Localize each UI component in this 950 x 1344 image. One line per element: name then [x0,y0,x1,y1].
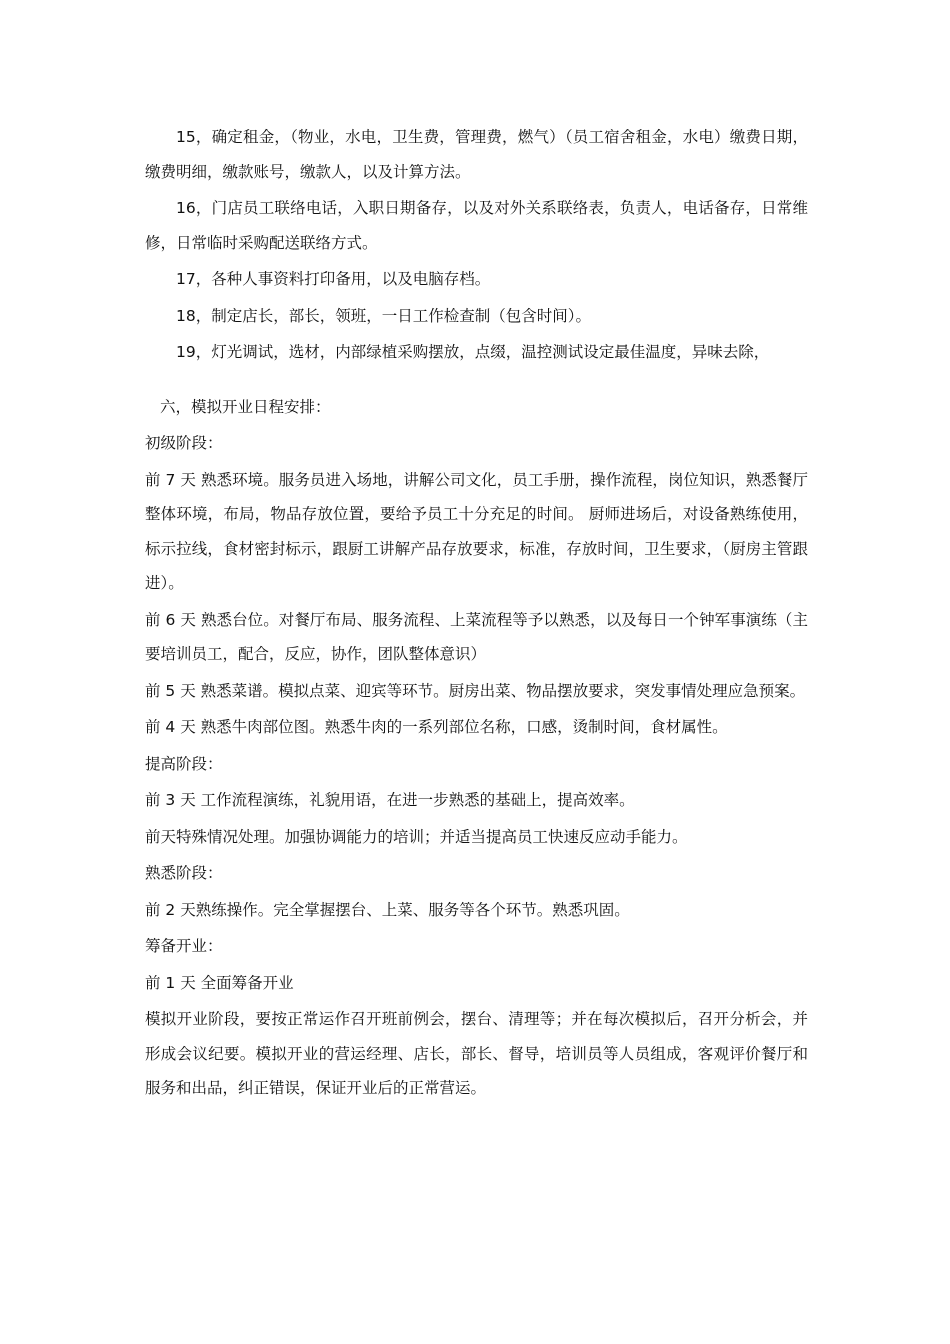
schedule-day-3: 前 3 天 工作流程演练，礼貌用语，在进一步熟悉的基础上，提高效率。 [145,791,635,809]
stage-heading-familiar: 熟悉阶段： [145,864,223,882]
mock-opening-summary: 模拟开业阶段，要按正常运作召开班前例会，摆台、清理等；并在每次模拟后，召开分析会，并形成会议纪要。模拟开业的营运经理、店长，部长、督导，培训员等人员组成，客观评价餐厅和服务和出品，纠正错误，保证开业后的正常营运。 [145,1010,808,1097]
schedule-day-unspecified: 前天特殊情况处理。加强协调能力的培训；并适当提高员工快速反应动手能力。 [145,827,688,846]
item-17: 17，各种人事资料打印备用，以及电脑存档。 [176,270,491,288]
schedule-day-5: 前 5 天 熟悉菜谱。模拟点菜、迎宾等环节。厨房出菜、物品摆放要求，突发事情处理应急预案。 [145,681,806,700]
stage-heading-improve: 提高阶段： [145,754,223,773]
item-19: 19，灯光调试，选材，内部绿植采购摆放，点缀，温控测试设定最佳温度，异味去除， [176,343,770,361]
section-heading: 六，模拟开业日程安排： [160,397,331,416]
schedule-day-4: 前 4 天 熟悉牛肉部位图。熟悉牛肉的一系列部位名称，口感，烫制时间，食材属性。 [145,718,728,736]
schedule-day-1: 前 1 天 全面筹备开业 [145,973,294,992]
document-body [145,120,808,1106]
item-15: 15，确定租金，（物业，水电，卫生费，管理费，燃气）（员工宿舍租金，水电）缴费日期，缴费明细，缴款账号，缴款人，以及计算方法。 [145,128,808,181]
schedule-day-7: 前 7 天 熟悉环境。服务员进入场地，讲解公司文化，员工手册，操作流程，岗位知识，熟悉餐厅整体环境，布局，物品存放位置，要给予员工十分充足的时间。 厨师进场后，对设备熟练使用，标示拉线，食材密封标示，跟厨工讲解产品存放要求，标准，存放时间，卫生要求，（厨房主管跟进）。 [145,470,808,592]
stage-heading-prepare: 筹备开业： [145,937,223,955]
item-16: 16，门店员工联络电话，入职日期备存，以及对外关系联络表，负责人，电话备存，日常维修，日常临时采购配送联络方式。 [145,199,808,252]
schedule-day-6: 前 6 天 熟悉台位。对餐厅布局、服务流程、上菜流程等予以熟悉，以及每日一个钟军事演练（主要培训员工，配合，反应，协作，团队整体意识） [145,610,808,663]
stage-heading-initial: 初级阶段： [145,434,223,452]
schedule-day-2: 前 2 天熟练操作。完全掌握摆台、上菜、服务等各个环节。熟悉巩固。 [145,900,630,919]
item-18: 18，制定店长，部长，领班，一日工作检查制（包含时间）。 [176,306,591,325]
